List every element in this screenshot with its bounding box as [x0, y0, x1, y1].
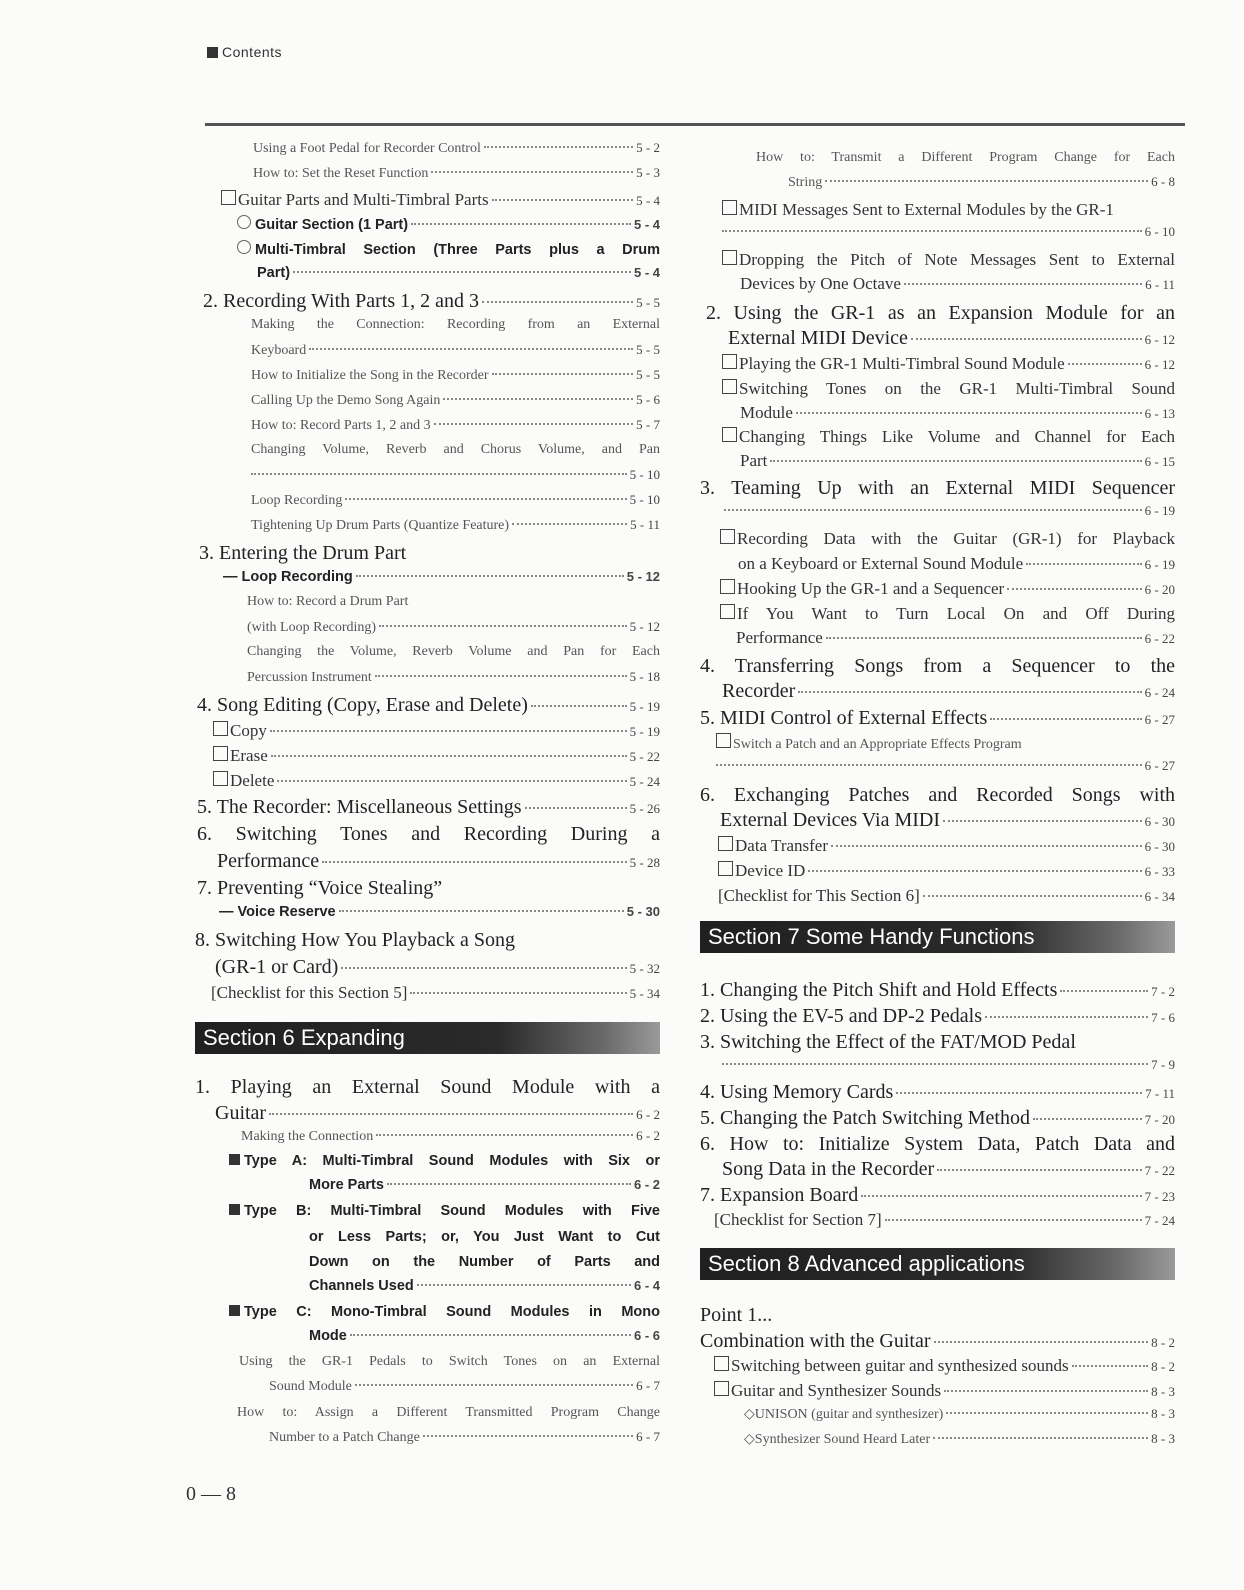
toc-entry[interactable]: Changing the Volume, Reverb Volume and Pan for Each: [247, 644, 660, 659]
toc-entry-continued[interactable]: 5 - 10: [251, 467, 660, 492]
circle-bullet-icon: [237, 215, 251, 229]
header-square-icon: [207, 47, 218, 58]
toc-entry[interactable]: 2. Recording With Parts 1, 2 and 3 5 - 5: [203, 290, 660, 312]
toc-entry[interactable]: Using a Foot Pedal for Recorder Control 5 - 2: [253, 140, 660, 156]
toc-entry[interactable]: 1. Changing the Pitch Shift and Hold Effects 7 - 2: [700, 979, 1175, 1001]
toc-entry[interactable]: How to Initialize the Song in the Recorder 5 - 5: [251, 367, 660, 383]
toc-entry-continued[interactable]: or Less Parts; or, You Just Want to Cut: [309, 1229, 660, 1245]
toc-entry[interactable]: Device ID 6 - 33: [718, 861, 1175, 886]
toc-entry[interactable]: Making the Connection 6 - 2: [241, 1128, 660, 1144]
toc-entry-continued[interactable]: Mode 6 - 6: [309, 1328, 660, 1344]
toc-entry[interactable]: 5. MIDI Control of External Effects 6 - 27: [700, 707, 1175, 729]
toc-entry-continued[interactable]: Devices by One Octave 6 - 11: [740, 274, 1175, 293]
toc-entry[interactable]: Delete 5 - 24: [213, 771, 660, 796]
toc-entry[interactable]: 3. Switching the Effect of the FAT/MOD Pedal: [700, 1031, 1076, 1053]
toc-entry-continued[interactable]: Down on the Number of Parts and: [309, 1254, 660, 1270]
toc-entry[interactable]: Combination with the Guitar 8 - 2: [700, 1330, 1175, 1352]
toc-entry[interactable]: Guitar and Synthesizer Sounds 8 - 3: [714, 1381, 1175, 1406]
checkbox-square-icon: [714, 1381, 729, 1396]
toc-entry-continued[interactable]: Part 6 - 15: [740, 451, 1175, 470]
toc-entry[interactable]: Erase 5 - 22: [213, 746, 660, 771]
section-6-banner: Section 6 Expanding: [195, 1022, 660, 1054]
toc-entry[interactable]: 6. Exchanging Patches and Recorded Songs with: [700, 784, 1175, 806]
checkbox-square-icon: [722, 379, 737, 394]
diamond-bullet-icon: ◇: [744, 1432, 755, 1447]
toc-entry-continued[interactable]: 6 - 19: [724, 503, 1175, 529]
toc-entry[interactable]: Type C: Mono-Timbral Sound Modules in Mono: [229, 1304, 660, 1328]
toc-entry[interactable]: Hooking Up the GR-1 and a Sequencer 6 - 20: [720, 579, 1175, 604]
toc-entry-continued[interactable]: Keyboard 5 - 5: [251, 342, 660, 358]
toc-entry[interactable]: 8. Switching How You Playback a Song: [195, 929, 516, 951]
toc-entry[interactable]: Copy 5 - 19: [213, 721, 660, 746]
toc-entry-continued[interactable]: Recorder 6 - 24: [722, 680, 1175, 702]
toc-entry[interactable]: 1. Playing an External Sound Module with a: [195, 1076, 660, 1098]
toc-entry-continued[interactable]: Number to a Patch Change 6 - 7: [269, 1429, 660, 1445]
toc-entry[interactable]: Loop Recording 5 - 10: [251, 492, 660, 508]
checkbox-square-icon: [714, 1356, 729, 1371]
toc-entry-continued[interactable]: — Voice Reserve 5 - 30: [219, 904, 660, 920]
toc-entry-continued[interactable]: Sound Module 6 - 7: [269, 1378, 660, 1394]
toc-entry[interactable]: 5. The Recorder: Miscellaneous Settings 5 - 26: [197, 796, 660, 818]
toc-entry[interactable]: Changing Things Like Volume and Channel for Each: [722, 427, 1175, 451]
page-number: 0 — 8: [186, 1483, 236, 1505]
toc-entry[interactable]: How to: Record a Drum Part: [247, 594, 409, 609]
circle-bullet-icon: [237, 240, 251, 254]
checkbox-square-icon: [718, 861, 733, 876]
toc-entry-continued[interactable]: (with Loop Recording) 5 - 12: [247, 619, 660, 635]
toc-entry[interactable]: Switching Tones on the GR-1 Multi-Timbral Sound: [722, 379, 1175, 403]
toc-entry-continued[interactable]: (GR-1 or Card) 5 - 32: [215, 956, 660, 978]
black-square-bullet-icon: [229, 1154, 240, 1165]
toc-entry-continued[interactable]: Performance 6 - 22: [736, 628, 1175, 647]
toc-entry-continued[interactable]: Module 6 - 13: [740, 403, 1175, 422]
checkbox-square-icon: [716, 733, 731, 748]
toc-entry[interactable]: 4. Song Editing (Copy, Erase and Delete) 5 - 19: [197, 694, 660, 716]
toc-entry[interactable]: If You Want to Turn Local On and Off During: [720, 604, 1175, 628]
toc-entry[interactable]: 2. Using the EV-5 and DP-2 Pedals 7 - 6: [700, 1005, 1175, 1027]
toc-entry[interactable]: 3. Teaming Up with an External MIDI Sequencer: [700, 477, 1175, 499]
checkbox-square-icon: [213, 746, 228, 761]
toc-entry-continued[interactable]: Guitar 6 - 2: [215, 1102, 660, 1124]
toc-entry-continued[interactable]: External MIDI Device 6 - 12: [728, 327, 1175, 349]
toc-entry[interactable]: Switch a Patch and an Appropriate Effects Program: [716, 733, 1175, 758]
toc-entry-continued[interactable]: String 6 - 8: [788, 174, 1175, 190]
toc-entry[interactable]: Data Transfer 6 - 30: [718, 836, 1175, 861]
toc-entry-continued[interactable]: Song Data in the Recorder 7 - 22: [722, 1158, 1175, 1180]
toc-entry[interactable]: Dropping the Pitch of Note Messages Sent to External: [722, 250, 1175, 274]
toc-entry-continued[interactable]: 6 - 27: [716, 758, 1175, 784]
toc-entry-continued[interactable]: Percussion Instrument 5 - 18: [247, 669, 660, 685]
checkbox-square-icon: [718, 836, 733, 851]
diamond-bullet-icon: ◇: [744, 1407, 755, 1422]
toc-entry[interactable]: Type A: Multi-Timbral Sound Modules with Six or: [229, 1153, 660, 1177]
header-label: Contents: [222, 44, 283, 60]
toc-entry[interactable]: Playing the GR-1 Multi-Timbral Sound Module 6 - 12: [722, 354, 1175, 379]
toc-entry[interactable]: Making the Connection: Recording from an External: [251, 317, 660, 332]
checkbox-square-icon: [722, 250, 737, 265]
toc-entry[interactable]: [Checklist for this Section 5] 5 - 34: [211, 983, 660, 1002]
toc-entry[interactable]: 2. Using the GR-1 as an Expansion Module for an: [706, 302, 1175, 324]
toc-entry[interactable]: 4. Transferring Songs from a Sequencer to the: [700, 655, 1175, 677]
checkbox-square-icon: [722, 354, 737, 369]
checkbox-square-icon: [720, 529, 735, 544]
black-square-bullet-icon: [229, 1305, 240, 1316]
toc-entry[interactable]: MIDI Messages Sent to External Modules by the GR-1: [722, 200, 1175, 224]
toc-entry-continued[interactable]: 6 - 10: [722, 224, 1175, 250]
section-7-banner: Section 7 Some Handy Functions: [700, 921, 1175, 953]
toc-entry-continued[interactable]: Performance 5 - 28: [217, 850, 660, 872]
toc-entry[interactable]: 3. Entering the Drum Part: [199, 542, 407, 564]
checkbox-square-icon: [720, 579, 735, 594]
toc-entry[interactable]: 7. Expansion Board 7 - 23: [700, 1184, 1175, 1206]
toc-entry-continued[interactable]: Channels Used 6 - 4: [309, 1278, 660, 1294]
toc-entry[interactable]: Multi-Timbral Section (Three Parts plus a Drum: [237, 240, 660, 265]
toc-entry-continued[interactable]: 7 - 9: [722, 1057, 1175, 1081]
toc-entry[interactable]: How to: Transmit a Different Program Change for Each: [756, 150, 1175, 165]
toc-entry-continued[interactable]: External Devices Via MIDI 6 - 30: [720, 809, 1175, 831]
toc-entry[interactable]: ◇ UNISON (guitar and synthesizer) 8 - 3: [744, 1406, 1175, 1422]
section-8-banner: Section 8 Advanced applications: [700, 1248, 1175, 1280]
checkbox-square-icon: [221, 190, 236, 205]
toc-entry[interactable]: 5. Changing the Patch Switching Method 7 - 20: [700, 1107, 1175, 1129]
toc-entry[interactable]: 7. Preventing “Voice Stealing”: [197, 877, 443, 899]
toc-entry[interactable]: 4. Using Memory Cards 7 - 11: [700, 1081, 1175, 1103]
header-rule: [205, 123, 1185, 126]
checkbox-square-icon: [722, 200, 737, 215]
toc-entry[interactable]: ◇ Synthesizer Sound Heard Later 8 - 3: [744, 1431, 1175, 1447]
toc-right-column: [700, 150, 1175, 1456]
checkbox-square-icon: [722, 427, 737, 442]
checkbox-square-icon: [213, 721, 228, 736]
toc-entry-continued[interactable]: on a Keyboard or External Sound Module 6 - 19: [738, 554, 1175, 573]
toc-left-column: [195, 140, 660, 1454]
toc-entry[interactable]: Guitar Section (1 Part) 5 - 4: [237, 215, 660, 240]
black-square-bullet-icon: [229, 1204, 240, 1215]
toc-entry[interactable]: Tightening Up Drum Parts (Quantize Feature) 5 - 11: [251, 517, 660, 533]
page-header: [207, 44, 282, 60]
toc-entry[interactable]: Guitar Parts and Multi-Timbral Parts 5 - 4: [221, 190, 660, 215]
toc-entry-continued[interactable]: More Parts 6 - 2: [309, 1177, 660, 1193]
toc-entry[interactable]: 6. How to: Initialize System Data, Patch Data and: [700, 1133, 1175, 1155]
toc-entry[interactable]: Switching between guitar and synthesized sounds 8 - 2: [714, 1356, 1175, 1381]
toc-entry[interactable]: How to: Assign a Different Transmitted Program Change: [237, 1405, 660, 1420]
toc-entry[interactable]: Type B: Multi-Timbral Sound Modules with Five: [229, 1203, 660, 1229]
toc-entry-continued[interactable]: Part) 5 - 4: [257, 265, 660, 281]
toc-entry[interactable]: Calling Up the Demo Song Again 5 - 6: [251, 392, 660, 408]
toc-entry[interactable]: How to: Record Parts 1, 2 and 3 5 - 7: [251, 417, 660, 433]
toc-entry-continued[interactable]: — Loop Recording 5 - 12: [223, 569, 660, 585]
toc-entry[interactable]: Recording Data with the Guitar (GR-1) for Playback: [720, 529, 1175, 554]
toc-entry[interactable]: Point 1...: [700, 1304, 773, 1326]
toc-entry[interactable]: Changing Volume, Reverb and Chorus Volume, and Pan: [251, 442, 660, 457]
toc-entry[interactable]: How to: Set the Reset Function 5 - 3: [253, 165, 660, 181]
toc-entry[interactable]: [Checklist for This Section 6] 6 - 34: [718, 886, 1175, 905]
checkbox-square-icon: [720, 604, 735, 619]
toc-entry[interactable]: Using the GR-1 Pedals to Switch Tones on an External: [239, 1354, 660, 1369]
toc-entry[interactable]: [Checklist for Section 7] 7 - 24: [714, 1210, 1175, 1229]
toc-entry[interactable]: 6. Switching Tones and Recording During a: [197, 823, 660, 845]
checkbox-square-icon: [213, 771, 228, 786]
